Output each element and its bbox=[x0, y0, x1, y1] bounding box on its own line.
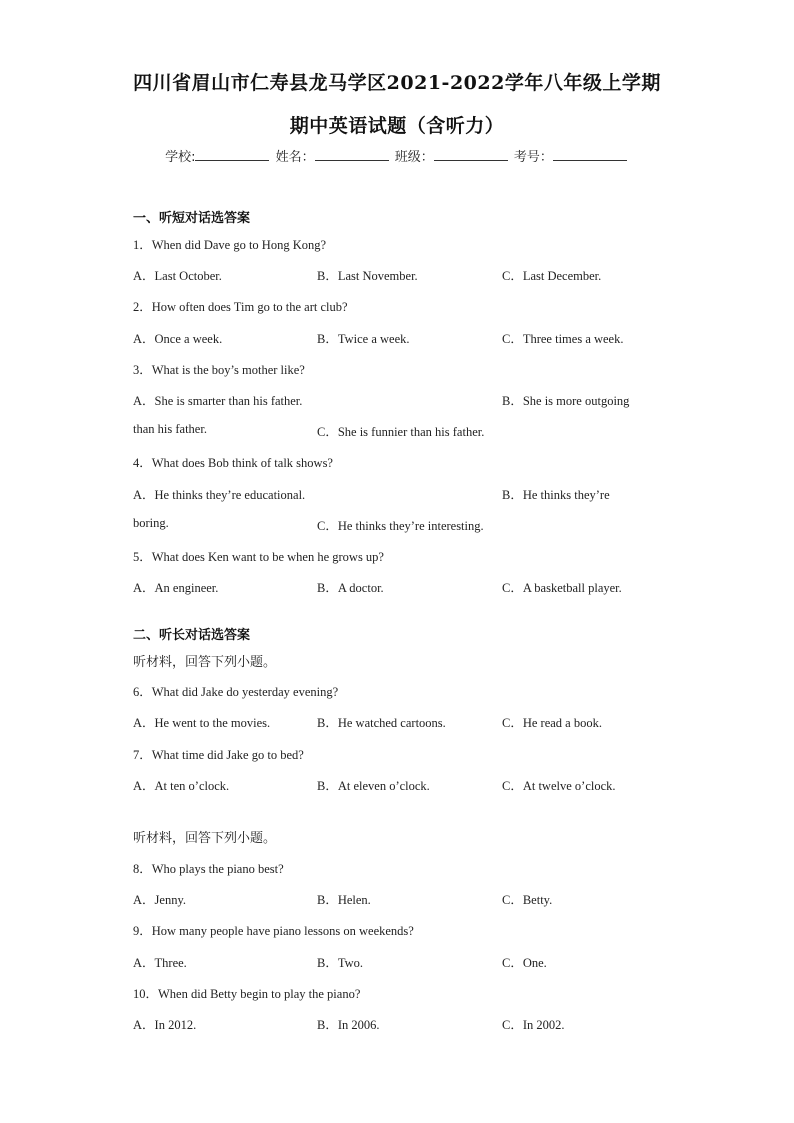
name-label: 姓名： bbox=[275, 150, 315, 165]
class-label: 班级： bbox=[394, 150, 434, 165]
option-a: A．Last October. bbox=[133, 269, 222, 283]
student-info-row bbox=[0, 146, 794, 165]
question: 9．How many people have piano lessons on weekends? bbox=[133, 924, 414, 938]
option-b: B．He watched cartoons. bbox=[317, 716, 446, 730]
class-blank[interactable] bbox=[434, 148, 508, 161]
option-b: B．In 2006. bbox=[317, 1018, 380, 1032]
question: 4．What does Bob think of talk shows? bbox=[133, 456, 333, 470]
option-c: C．In 2002. bbox=[502, 1018, 565, 1032]
name-blank[interactable] bbox=[315, 148, 389, 161]
option-a: A．Once a week. bbox=[133, 332, 223, 346]
option-c: C．Three times a week. bbox=[502, 332, 624, 346]
option-b: B．Helen. bbox=[317, 893, 371, 907]
option-a: A．An engineer. bbox=[133, 581, 219, 595]
section-heading: 一、听短对话选答案 bbox=[133, 211, 251, 226]
question: 3．What is the boy’s mother like? bbox=[133, 363, 305, 377]
question: 1．When did Dave go to Hong Kong? bbox=[133, 238, 327, 252]
option-b-continued: boring. bbox=[133, 516, 169, 530]
option-c: C．At twelve o’clock. bbox=[502, 779, 616, 793]
option-c: C．He thinks they’re interesting. bbox=[317, 519, 484, 533]
instruction-note: 听材料，回答下列小题。 bbox=[133, 831, 277, 846]
option-c: C．Betty. bbox=[502, 893, 553, 907]
exam-number-label: 考号： bbox=[513, 150, 553, 165]
option-b: B．He thinks they’re bbox=[502, 488, 610, 502]
question: 6．What did Jake do yesterday evening? bbox=[133, 685, 339, 699]
option-b: B．Last November. bbox=[317, 269, 418, 283]
option-a: A．In 2012. bbox=[133, 1018, 197, 1032]
school-blank[interactable] bbox=[195, 148, 269, 161]
option-a: A．He went to the movies. bbox=[133, 716, 271, 730]
question: 8．Who plays the piano best? bbox=[133, 862, 284, 876]
option-b: B．Twice a week. bbox=[317, 332, 410, 346]
option-c: C．Last December. bbox=[502, 269, 602, 283]
section-heading: 二、听长对话选答案 bbox=[133, 628, 251, 643]
question: 5．What does Ken want to be when he grows up? bbox=[133, 550, 384, 564]
page-title-line1: 四川省眉山市仁寿县龙马学区2021-2022学年八年级上学期 bbox=[133, 72, 661, 94]
question: 7．What time did Jake go to bed? bbox=[133, 748, 304, 762]
option-c: C．He read a book. bbox=[502, 716, 602, 730]
option-b-continued: than his father. bbox=[133, 422, 207, 436]
option-a: A．Jenny. bbox=[133, 893, 187, 907]
option-b: B．At eleven o’clock. bbox=[317, 779, 430, 793]
option-c: C．She is funnier than his father. bbox=[317, 425, 485, 439]
option-c: C．A basketball player. bbox=[502, 581, 622, 595]
page-title-line2: 期中英语试题（含听力） bbox=[289, 115, 505, 137]
question: 2．How often does Tim go to the art club? bbox=[133, 300, 348, 314]
option-b: B．She is more outgoing bbox=[502, 394, 630, 408]
option-a: A．At ten o’clock. bbox=[133, 779, 230, 793]
exam-number-blank[interactable] bbox=[553, 148, 627, 161]
option-a: A．Three. bbox=[133, 956, 187, 970]
option-b: B．A doctor. bbox=[317, 581, 384, 595]
option-c: C．One. bbox=[502, 956, 547, 970]
option-a: A．She is smarter than his father. bbox=[133, 394, 303, 408]
school-label: 学校: bbox=[165, 150, 196, 165]
question: 10．When did Betty begin to play the piano? bbox=[133, 987, 361, 1001]
option-b: B．Two. bbox=[317, 956, 364, 970]
instruction-note: 听材料，回答下列小题。 bbox=[133, 655, 277, 670]
option-a: A．He thinks they’re educational. bbox=[133, 488, 306, 502]
